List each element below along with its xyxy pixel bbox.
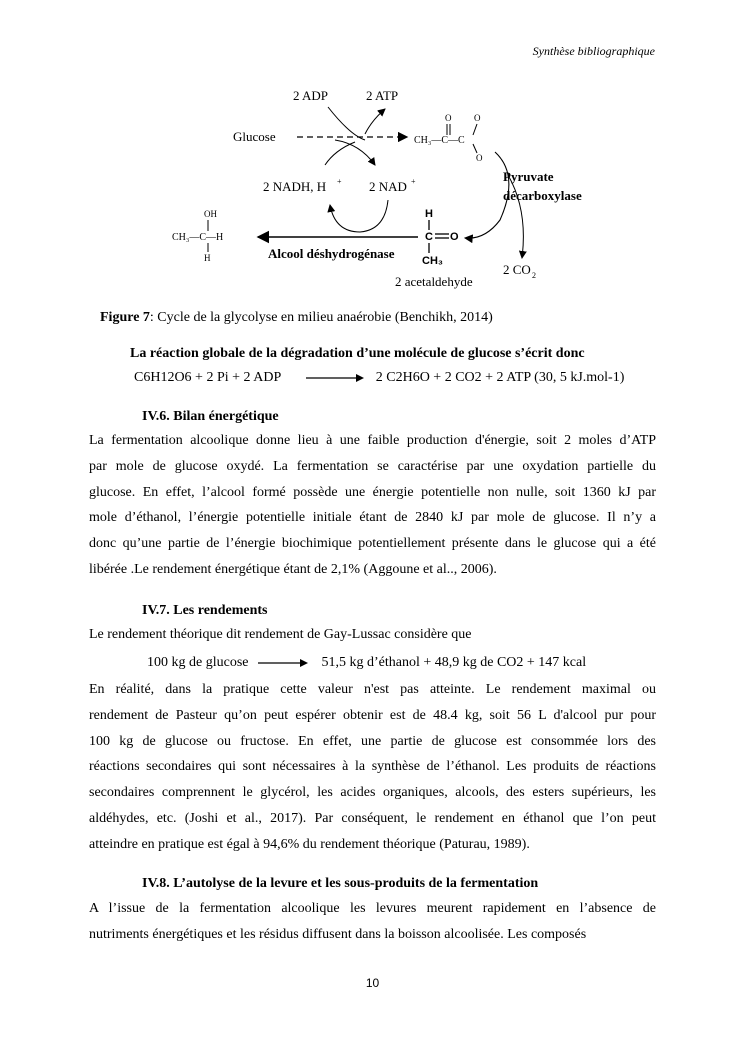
acetaldehyde-o: O	[450, 231, 459, 243]
paragraph-line: A l’issue de la fermentation alcoolique les levures meurent rapidement en l’absence de	[89, 901, 656, 916]
paragraph-line: 100 kg de glucose ou fructose. En effet, une partie de glucose est consommée lors des	[89, 733, 656, 749]
adp-atp-curve	[328, 107, 385, 140]
paragraph-line: atteindre en pratique est égal à 94,6% du rendement théorique (Paturau, 1989).	[89, 836, 530, 852]
label-acetaldehyde: 2 acetaldehyde	[395, 274, 473, 289]
pyruvate-bond-o3	[473, 144, 477, 153]
gay-lussac-intro: Le rendement théorique dit rendement de Gay-Lussac considère que	[89, 627, 472, 642]
paragraph-line: secondaires comprennent le glycérol, les acides organiques, alcools, des esters supérieurs, les	[89, 785, 656, 801]
page-number: 10	[365, 976, 380, 990]
ethanol-h: H	[204, 253, 211, 263]
paragraph-line: aldéhydes, etc. (Joshi et al., 2017). Par conséquent, le rendement en éthanol que l’on peut	[89, 810, 656, 826]
pyruvate-o2: O	[474, 113, 481, 123]
ethanol-oh: OH	[204, 209, 217, 219]
label-alcool-dh: Alcool déshydrogénase	[268, 246, 395, 261]
acetaldehyde-c: C	[425, 231, 433, 243]
pyruvate-formula: CH₃—C—C	[414, 135, 465, 146]
equation-right: 2 C2H6O + 2 CO2 + 2 ATP (30, 5 kJ.mol-1)	[375, 370, 625, 385]
label-atp: 2 ATP	[366, 88, 399, 103]
pyruvate-bond-o2	[473, 124, 477, 135]
label-nad-sup: +	[411, 177, 416, 186]
paragraph-line: donc qu’une partie de l’énergie biochimique potentiellement présente dans le glucose qui a été	[89, 536, 656, 552]
gl-equation-left: 100 kg de glucose	[147, 655, 249, 670]
section-title-iv6: IV.6. Bilan énergétique	[142, 409, 279, 424]
paragraph-line: mole d’éthanol, l’énergie potentielle initiale étant de 2840 kJ par mole de glucose. Il n’y a	[89, 510, 656, 526]
paragraph-line: glucose. En effet, l’alcool formé possède une énergie potentielle non nulle, soit 1360 kJ par	[89, 484, 656, 500]
figure-caption	[100, 310, 493, 326]
paragraph-iv6	[89, 428, 656, 583]
acetaldehyde-ch3: CH₃	[422, 255, 443, 267]
gay-lussac-equation	[147, 655, 586, 671]
ethanol-formula: CH₃—C—H	[172, 232, 224, 243]
gl-equation-arrow	[258, 658, 310, 668]
nadh-curve-upper	[325, 142, 355, 165]
gl-equation-right: 51,5 kg d’éthanol + 48,9 kg de CO2 + 147 kcal	[321, 655, 587, 670]
label-nadh: 2 NADH, H	[263, 179, 327, 194]
label-pyruvate-1: Pyruvate	[503, 169, 554, 184]
global-reaction-equation	[134, 370, 624, 386]
paragraph-iv7	[89, 677, 656, 858]
label-adp: 2 ADP	[293, 88, 329, 103]
paragraph-line: par mole de glucose oxydé. La fermentation se caractérise par une oxydation partielle du	[89, 458, 656, 474]
label-nadh-sup: +	[337, 177, 342, 186]
paragraph-iv8	[89, 896, 656, 948]
label-co2: 2 CO	[503, 262, 531, 277]
reaction-title: La réaction globale de la dégradation d’une molécule de glucose s’écrit donc	[130, 346, 585, 361]
paragraph-line: rendement de Pasteur qu’on peut espérer obtenir est de 48.4 kg, soit 56 L d'alcool pur pour	[89, 707, 656, 723]
caption-label: Figure 7	[100, 310, 150, 325]
reaction-arrow	[306, 373, 366, 383]
caption-text: : Cycle de la glycolyse en milieu anaérobie (Benchikh, 2014)	[149, 310, 493, 325]
label-pyruvate-2: décarboxylase	[503, 188, 582, 203]
section-title-iv7: IV.7. Les rendements	[142, 603, 268, 618]
glycolysis-cycle-diagram	[160, 80, 620, 295]
acetaldehyde-h: H	[425, 208, 433, 220]
paragraph-line: nutriments énergétiques et les résidus diffusent dans la boisson alcoolisée. Les composés	[89, 926, 587, 942]
equation-left: C6H12O6 + 2 Pi + 2 ADP	[134, 370, 281, 385]
nad-regeneration-loop	[330, 200, 388, 232]
pyruvate-o3: O	[476, 153, 483, 163]
pyruvate-o1: O	[445, 113, 452, 123]
label-glucose: Glucose	[233, 129, 276, 144]
label-nad: 2 NAD	[369, 179, 407, 194]
running-header: Synthèse bibliographique	[532, 44, 655, 58]
paragraph-line: réactions secondaires qui sont nécessaires à la synthèse de l’éthanol. Les produits de réactions	[89, 759, 656, 775]
paragraph-line: En réalité, dans la pratique cette valeur n'est pas atteinte. Le rendement maximal ou	[89, 682, 656, 697]
nad-curve-upper	[335, 140, 375, 165]
paragraph-line: La fermentation alcoolique donne lieu à une faible production d'énergie, soit 2 moles d’ATP	[89, 433, 656, 448]
label-co2-sub: 2	[532, 271, 536, 280]
section-title-iv8: IV.8. L’autolyse de la levure et les sous-produits de la fermentation	[142, 876, 539, 891]
paragraph-line: libérée .Le rendement énergétique étant de 2,1% (Aggoune et al.., 2006).	[89, 561, 497, 577]
